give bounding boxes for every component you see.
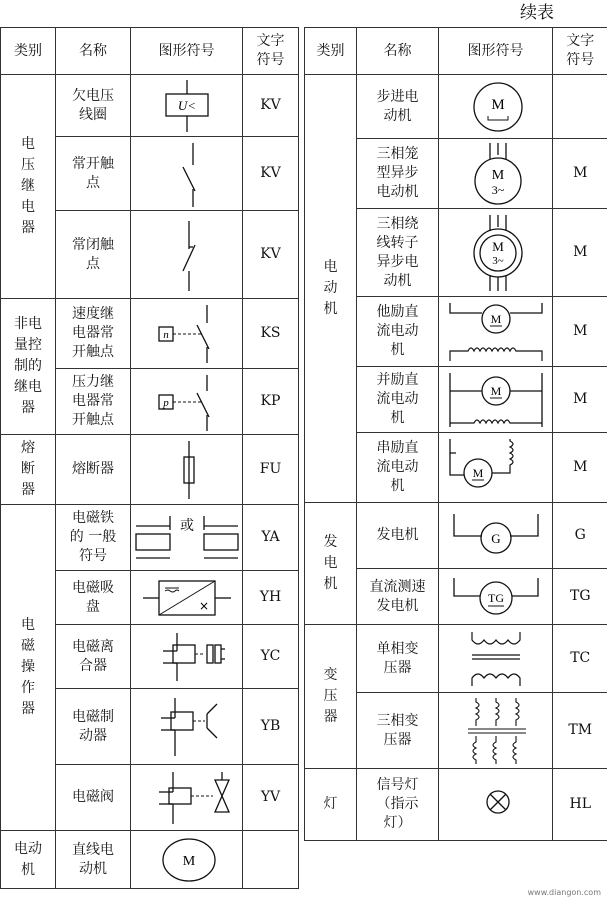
row-code: YA	[243, 505, 299, 571]
table-row	[1, 505, 299, 571]
tachogenerator-icon	[444, 572, 548, 622]
row-name: 电磁阀	[56, 765, 131, 831]
stepper-motor-icon	[446, 78, 546, 136]
row-name: 三相绕 线转子 异步电 动机	[357, 209, 439, 297]
speed-relay-contact-icon	[137, 301, 237, 367]
row-code: M	[553, 367, 607, 433]
row-name: 压力继 电器常 开触点	[56, 369, 131, 435]
fuse-icon	[137, 437, 237, 503]
symbol-table-left	[0, 27, 299, 889]
three-phase-transformer-icon	[446, 696, 546, 766]
row-code: KP	[243, 369, 299, 435]
row-code: TM	[553, 693, 607, 769]
row-name: 熔断器	[56, 435, 131, 505]
table-row	[1, 435, 299, 505]
table-row	[305, 769, 607, 841]
row-code: TG	[553, 569, 607, 625]
row-code: M	[553, 433, 607, 503]
table-row	[1, 299, 299, 369]
pressure-label: p	[162, 396, 169, 409]
category-transformer: 变 压 器	[305, 625, 357, 769]
watermark: www.diangon.com	[527, 888, 601, 897]
header-category: 类别	[305, 28, 357, 75]
solenoid-valve-icon	[137, 768, 237, 828]
row-code: G	[553, 503, 607, 569]
header-name: 名称	[56, 28, 131, 75]
speed-label: n	[162, 328, 169, 341]
svg-text:TG: TG	[487, 590, 504, 605]
single-phase-transformer-icon	[446, 628, 546, 690]
svg-text:M: M	[490, 383, 501, 398]
row-name: 速度继 电器常 开触点	[56, 299, 131, 369]
row-code: YB	[243, 689, 299, 765]
row-name: 发电机	[357, 503, 439, 569]
electromagnetic-chuck-icon	[137, 575, 237, 621]
row-code: M	[553, 209, 607, 297]
table-row	[1, 75, 299, 137]
row-name: 单相变 压器	[357, 625, 439, 693]
row-name: 并励直 流电动 机	[357, 367, 439, 433]
row-name: 串励直 流电动 机	[357, 433, 439, 503]
row-name: 三相变 压器	[357, 693, 439, 769]
svg-text:G: G	[490, 530, 501, 546]
table-row	[305, 75, 607, 139]
svg-text:×: ×	[198, 598, 209, 613]
header-code: 文字 符号	[553, 28, 607, 75]
svg-text:M: M	[491, 167, 504, 183]
row-name: 常开触 点	[56, 137, 131, 211]
table-row	[305, 625, 607, 693]
row-code: KS	[243, 299, 299, 369]
category-motor-left: 电动 机	[1, 831, 56, 889]
electromagnet-icon	[132, 508, 242, 568]
row-code: M	[553, 297, 607, 367]
row-code: KV	[243, 211, 299, 299]
pressure-relay-contact-icon	[137, 371, 237, 433]
row-name: 欠电压 线圈	[56, 75, 131, 137]
row-name: 电磁离 合器	[56, 625, 131, 689]
category-voltage-relay: 电 压 继 电 器	[1, 75, 56, 299]
row-code: KV	[243, 75, 299, 137]
row-code	[243, 831, 299, 889]
table-row	[1, 831, 299, 889]
svg-text:M: M	[472, 465, 483, 480]
series-dc-motor-icon	[444, 435, 548, 501]
row-code	[553, 75, 607, 139]
table-caption: 续表	[520, 3, 554, 23]
row-code: YC	[243, 625, 299, 689]
row-code: YH	[243, 571, 299, 625]
row-code: FU	[243, 435, 299, 505]
normally-open-contact-icon	[137, 139, 237, 209]
row-name: 电磁制 动器	[56, 689, 131, 765]
linear-motor-icon	[137, 835, 237, 885]
category-em-operation: 电 磁 操 作 器	[1, 505, 56, 831]
row-code: TC	[553, 625, 607, 693]
category-motor-right: 电 动 机	[305, 75, 357, 503]
separately-excited-dc-motor-icon	[444, 299, 548, 365]
header-code: 文字 符号	[243, 28, 299, 75]
svg-text:M: M	[490, 311, 501, 326]
shunt-dc-motor-icon	[444, 369, 548, 431]
electromagnetic-clutch-icon	[137, 629, 237, 685]
header-symbol: 图形符号	[131, 28, 243, 75]
wound-rotor-motor-icon	[446, 213, 546, 293]
row-code: HL	[553, 769, 607, 841]
row-name: 三相笼 型异步 电动机	[357, 139, 439, 209]
row-code: YV	[243, 765, 299, 831]
row-code: M	[553, 139, 607, 209]
category-lamp: 灯	[305, 769, 357, 841]
electromagnetic-brake-icon	[137, 694, 237, 760]
header-name: 名称	[357, 28, 439, 75]
coil-label: U<	[177, 97, 196, 113]
squirrel-cage-motor-icon	[446, 141, 546, 207]
header-symbol: 图形符号	[439, 28, 553, 75]
normally-closed-contact-icon	[137, 215, 237, 295]
category-nonelectric-relay: 非电 量控 制的 继电 器	[1, 299, 56, 435]
row-name: 步进电 动机	[357, 75, 439, 139]
row-name: 信号灯 （指示 灯）	[357, 769, 439, 841]
row-name: 直流测速 发电机	[357, 569, 439, 625]
row-name: 他励直 流电动 机	[357, 297, 439, 367]
svg-text:3~: 3~	[491, 254, 504, 267]
row-name: 直线电 动机	[56, 831, 131, 889]
header-category: 类别	[1, 28, 56, 75]
row-name: 电磁吸 盘	[56, 571, 131, 625]
category-fuse: 熔 断 器	[1, 435, 56, 505]
signal-lamp-icon	[446, 780, 546, 830]
table-row	[305, 503, 607, 569]
undervoltage-coil-icon	[137, 78, 237, 134]
generator-icon	[444, 506, 548, 566]
svg-text:M: M	[491, 238, 504, 254]
row-code: KV	[243, 137, 299, 211]
svg-text:3~: 3~	[491, 182, 504, 197]
or-label: 或	[179, 517, 194, 534]
stepper-label: M	[490, 96, 505, 113]
row-name: 电磁铁 的 一般 符号	[56, 505, 131, 571]
category-generator: 发 电 机	[305, 503, 357, 625]
motor-label: M	[182, 853, 195, 869]
symbol-table-right	[304, 27, 607, 841]
row-name: 常闭触 点	[56, 211, 131, 299]
